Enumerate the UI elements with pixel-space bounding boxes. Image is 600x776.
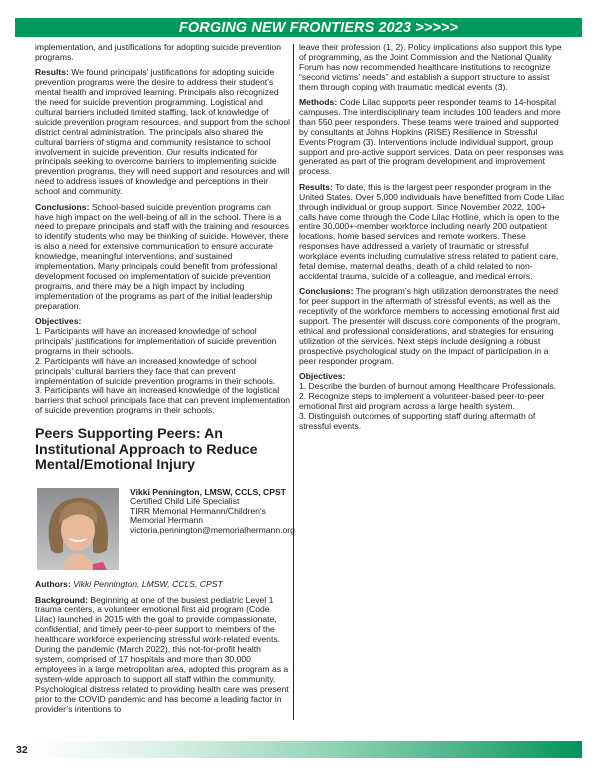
objectives-label: Objectives: bbox=[299, 371, 346, 382]
authors-names: Vikki Pennington, LMSW, CCLS, CPST bbox=[70, 578, 223, 589]
objective-item: 1. Participants will have an increased knowledge of school principals’ justifications for implementation of suicide prevention programs in their schools. bbox=[35, 325, 277, 356]
conclusions-text: School-based suicide prevention programs can have high impact on the well-being of all in the school. There is a need to prepare principals and staff with the training and resources to identify students who may be thinking of suicide. However, there is also a need for extensive communication to ensure accurate knowledge, meaningful interventions, and sustained implementation. Many principals could benefit from professional development focused on implementation of suicide prevention programs, and there may be a high impact by including implementation of the programs as part of the initial leadership preparation. bbox=[35, 201, 289, 311]
page-number: 32 bbox=[16, 744, 28, 756]
footer-gradient-bar bbox=[36, 741, 582, 758]
conclusions-label: Conclusions: bbox=[299, 286, 354, 297]
results-text: To date, this is the largest peer responder program in the United States. Over 5,000 individuals have benefitted from Code Lilac through individual or group support. Since November 2022, 100+ calls have come through the Code Lilac Hotline, which is open to the entire 30,000+-member workforce including nearly 200 outpatient locations, home based services and remote workers. These responses have addressed a variety of traumatic or stressful workplace events including cumulative stress related to patient care, fetal demise, maternal deaths, death of a child related to non-accidental trauma, suicide of a colleague, and medical errors. bbox=[299, 181, 565, 281]
author-name: Vikki Pennington, LMSW, CCLS, CPST bbox=[130, 486, 286, 497]
results-label: Results: bbox=[35, 67, 69, 78]
conclusions-paragraph bbox=[299, 287, 565, 366]
results-text: We found principals’ justifications for adopting suicide prevention programs were the desire to address their student’s mental health and improved learning. Principals also recognized the need for suicide prevention programming. Logistical and cultural barriers included limited staffing, lack of knowledge of suicide prevention program resources, and support from the school district central administration. The principals also shared the cultural barriers of stigma and community resistance to school involvement in suicide prevention. Our results indicated for principals seeking to overcome barriers to implementing suicide prevention programs, they will need support and resources and will need to address issues of knowledge and perceptions in their school and community. bbox=[35, 67, 291, 197]
objectives-block bbox=[35, 317, 291, 416]
objective-item: 3. Participants will have an increased knowledge of the logistical barriers that school principals face that can prevent implementation of suicide prevention programs in their schools. bbox=[35, 385, 291, 416]
author-email[interactable]: victoria.pennington@memorialhermann.org bbox=[130, 525, 295, 535]
methods-label: Methods: bbox=[299, 97, 338, 108]
author-bio bbox=[35, 484, 295, 570]
authors-line bbox=[35, 580, 291, 590]
section-title: Peers Supporting Peers: An Institutional Approach to Reduce Mental/Emotional Injury bbox=[35, 426, 258, 474]
objective-item: 3. Distinguish outcomes of supporting staff during aftermath of stressful events. bbox=[299, 410, 536, 431]
methods-paragraph bbox=[299, 98, 565, 177]
author-org-line-1: TIRR Memorial Hermann/Children’s bbox=[130, 505, 266, 516]
background-paragraph bbox=[35, 596, 291, 715]
author-org-line-2: Memorial Hermann bbox=[130, 515, 204, 526]
conclusions-paragraph bbox=[35, 203, 291, 312]
conclusions-label: Conclusions: bbox=[35, 201, 90, 212]
header-title: FORGING NEW FRONTIERS 2023 >>>>> bbox=[178, 19, 459, 36]
right-column bbox=[299, 43, 565, 432]
objective-item: 1. Describe the burden of burnout among Healthcare Professionals. bbox=[299, 381, 557, 391]
objectives-label: Objectives: bbox=[35, 316, 82, 327]
background-text: Beginning at one of the busiest pediatric Level 1 trauma centers, a volunteer emotional first aid program (Code Lilac) launched in 2015 with the goal to provide compassionate, confidential, and timely peer-to-peer support to members of the healthcare workforce experiencing stressful work-related events. During the pandemic (March 2022), this not-for-profit health system, comprised of 17 hospitals and more than 30,000 employees in a large metropolitan area, adopted this program as a system-wide approach to support all staff within the community. Psychological distress related to providing health care was present prior to the COVID pandemic and has become a leading factor in provider’s intentions to bbox=[35, 594, 289, 714]
results-paragraph bbox=[35, 68, 291, 197]
header-banner bbox=[15, 18, 582, 37]
objective-item: 2. Recognize steps to implement a volunteer-based peer-to-peer emotional first aid program across a large health system. bbox=[299, 390, 545, 411]
authors-label: Authors: bbox=[35, 578, 71, 589]
methods-text: Code Lilac supports peer responder teams to 14-hospital campuses. The interdisciplinary team includes 100 leaders and more than 550 peer responders. These teams were trained and supported by consultants at Johns Hopkins (RISE) Resilience in Stressful Events Program (3). Interventions include individual support, group support and pro-active support services. Data on peer responses was generated as part of the program development and improvement process. bbox=[299, 97, 564, 177]
results-paragraph bbox=[299, 183, 565, 282]
author-headshot-icon bbox=[37, 488, 119, 570]
author-bio-text bbox=[130, 484, 295, 570]
conclusions-text: The program’s high utilization demonstrates the need for peer support in the aftermath of stressful events, as well as the receptivity of the workforce members to accessing emotional first aid support. The presenter will discuss core components of the program, ethical and professional considerations, and strategies for ensuring utilization of the services. Next steps include designing a robust prospective psychological study on the impact of participation in a peer responder program. bbox=[299, 286, 561, 366]
background-label: Background: bbox=[35, 594, 88, 605]
objective-item: 2. Participants will have an increased knowledge of school principals’ cultural barriers they face that can prevent implementation of suicide prevention programs in their schools. bbox=[35, 355, 276, 386]
results-label: Results: bbox=[299, 181, 333, 192]
objectives-block bbox=[299, 372, 565, 431]
left-column bbox=[35, 42, 295, 720]
intro-continuation: implementation, and justifications for adopting suicide prevention programs. bbox=[35, 42, 282, 62]
background-continuation: leave their profession (1, 2). Policy implications also support this type of programming, as the Joint Commission and the National Quality Forum has now recommended healthcare institutions to recognize “second victims’ needs” and establish a support structure to assist them through coping with traumatic medical events (3). bbox=[299, 42, 562, 92]
author-photo bbox=[37, 488, 119, 570]
author-title: Certified Child Life Specialist bbox=[130, 496, 240, 507]
column-divider bbox=[293, 44, 294, 720]
